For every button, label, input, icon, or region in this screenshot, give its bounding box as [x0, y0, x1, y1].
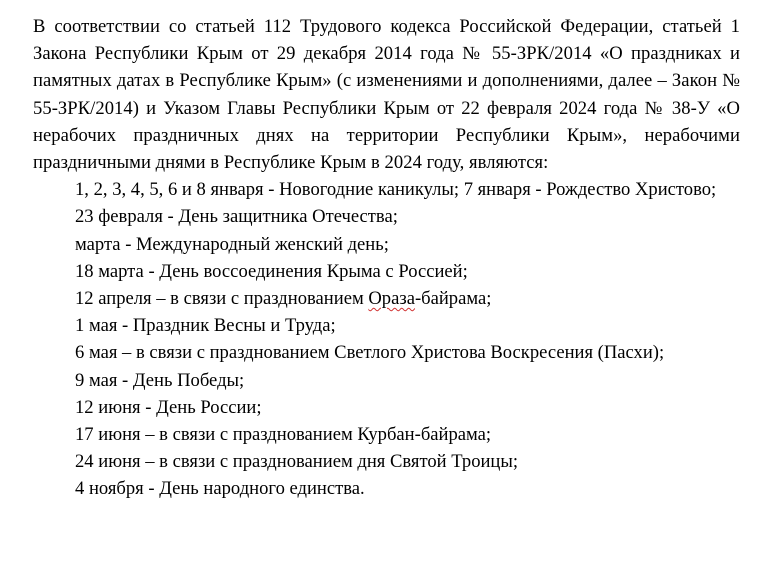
- holiday-item-russia-day: 12 июня - День России;: [75, 396, 262, 418]
- spellcheck-flagged-word[interactable]: Ораза: [368, 288, 415, 310]
- holiday-item-easter: 6 мая – в связи с празднованием Светлого Христова Воскресения (Пасхи);: [75, 342, 665, 364]
- holiday-item-text: 12 апреля – в связи с празднованием: [75, 288, 369, 310]
- holiday-item-defender-day: 23 февраля - День защитника Отечества;: [75, 206, 398, 228]
- holiday-item-uraza-bayram: [75, 285, 740, 312]
- document-body: [33, 13, 740, 503]
- holiday-item-womens-day: марта - Международный женский день;: [75, 233, 389, 255]
- holiday-item-spring-labour: 1 мая - Праздник Весны и Труда;: [75, 315, 336, 337]
- holiday-item-unity-day: 4 ноября - День народного единства.: [75, 478, 365, 500]
- holiday-list: [33, 176, 740, 502]
- holiday-item-text: -байрама;: [414, 288, 492, 310]
- holiday-item-victory-day: 9 мая - День Победы;: [75, 369, 245, 391]
- holiday-item-trinity: 24 июня – в связи с празднованием дня Святой Троицы;: [75, 451, 519, 473]
- holiday-item-crimea-reunification: 18 марта - День воссоединения Крыма с Россией;: [75, 260, 468, 282]
- holiday-item-new-year: 1, 2, 3, 4, 5, 6 и 8 января - Новогодние каникулы; 7 января - Рождество Христово;: [75, 179, 717, 201]
- holiday-item-kurban-bayram: 17 июня – в связи с празднованием Курбан-байрама;: [75, 424, 492, 446]
- intro-paragraph: В соответствии со статьей 112 Трудового кодекса Российской Федерации, статьей 1 Закона Республики Крым от 29 декабря 2014 года № 55-ЗРК/2014 «О праздниках и памятных датах в Республике Крым» (с изменениями и дополнениями, далее – Закон № 55-ЗРК/2014) и Указом Главы Республики Крым от 22 февраля 2024 года № 38-У «О нерабочих праздничных днях на территории Республики Крым», нерабочими праздничными днями в Республике Крым в 2024 году, являются:: [33, 16, 740, 174]
